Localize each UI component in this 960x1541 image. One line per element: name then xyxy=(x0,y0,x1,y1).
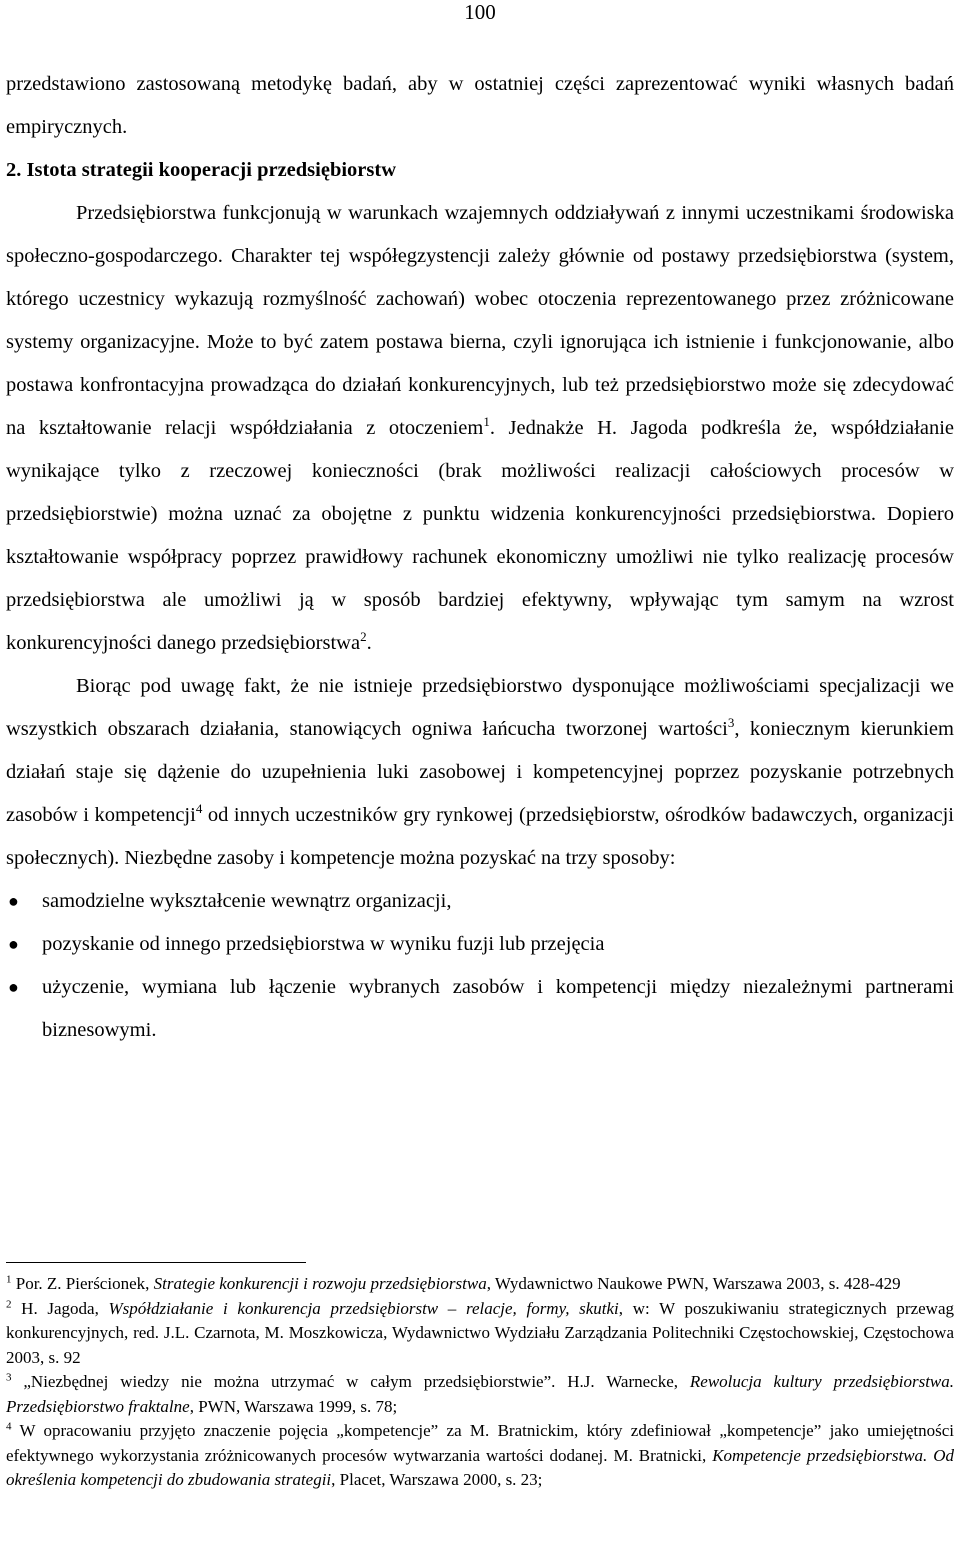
footnote-title: Współdziałanie i konkurencja przedsiębiorstw – relacje, formy, skutki xyxy=(108,1298,619,1318)
footnote-number: 3 xyxy=(6,1371,12,1384)
bullet-list xyxy=(6,880,954,1052)
footnote-separator xyxy=(6,1262,306,1263)
footnote-3 xyxy=(6,1370,954,1419)
main-text xyxy=(6,63,954,1052)
page-number: 100 xyxy=(464,0,496,24)
footnote-text: , w: W poszukiwaniu strategicznych przewag konkurencyjnych, red. J.L. Czarnota, M. Moszkowicza, Wydawnictwo Wydziału Zarządzania Politechniki Częstochowskiej, Częstochowa 2003, s. 92 xyxy=(6,1298,954,1367)
paragraph-1-part-c: . Jednakże H. Jagoda podkreśla że, współdziałanie wynikające tylko z rzeczowej konieczności (brak możliwości realizacji całościowych procesów w przedsiębiorstwie) można uznać za obojętne z punktu widzenia konkurencyjności przedsiębiorstwa. Dopiero kształtowanie współpracy poprzez prawidłowy rachunek ekonomiczny umożliwi nie tylko realizację procesów przedsiębiorstwa ale umożliwi ją w sposób bardziej efektywny, wpływając tym samym na wzrost konkurencyjności danego przedsiębiorstwa xyxy=(6,417,954,654)
intro-paragraph: przedstawiono zastosowaną metodykę badań, aby w ostatniej części zaprezentować wyniki własnych badań empirycznych. xyxy=(6,73,954,138)
footnote-title: Strategie konkurencji i rozwoju przedsiębiorstwa xyxy=(153,1274,487,1293)
list-item xyxy=(6,880,954,923)
footnote-ref-1[interactable]: 1 xyxy=(483,414,490,430)
paragraph-1-part-d: . xyxy=(366,632,372,654)
paragraph-1 xyxy=(6,192,954,665)
list-item-text: samodzielne wykształcenie wewnątrz organizacji, xyxy=(42,890,452,912)
footnote-text: Por. Z. Pierścionek, xyxy=(11,1274,154,1293)
footnote-number: 2 xyxy=(6,1297,12,1310)
paragraph-2-part-b: , koniecznym kierunkiem działań staje się dążenie do uzupełnienia luki zasobowej i kompetencyjnej poprzez pozyskanie potrzebnych zasobów i kompetencji xyxy=(6,718,954,826)
footnote-number: 4 xyxy=(6,1420,12,1433)
footnote-text: , PWN, Warszawa 1999, s. 78; xyxy=(189,1396,398,1416)
paragraph-2 xyxy=(6,665,954,880)
footnote-1 xyxy=(6,1272,954,1297)
footnote-text: , Wydawnictwo Naukowe PWN, Warszawa 2003, s. 428-429 xyxy=(486,1274,901,1293)
paragraph-2-part-c: od innych uczestników gry rynkowej (przedsiębiorstw, ośrodków badawczych, organizacji społecznych). Niezbędne zasoby i kompetencje można pozyskać na trzy sposoby: xyxy=(6,804,955,869)
paragraph-1-part-a: Przedsiębiorstwa funkcjonują w warunkach wzajemnych oddziaływań z innymi uczestnikami środowiska społeczno-gospodarczego. xyxy=(6,202,954,267)
footnote-ref-3[interactable]: 3 xyxy=(727,715,735,731)
footnote-text: H. Jagoda, xyxy=(11,1298,109,1318)
list-item-text: pozyskanie od innego przedsiębiorstwa w wyniku fuzji lub przejęcia xyxy=(42,933,605,955)
bullet-icon: ● xyxy=(8,891,19,911)
footnote-text: „Niezbędnej wiedzy nie można utrzymać w całym przedsiębiorstwie”. H.J. Warnecke, xyxy=(11,1372,690,1391)
footnote-4 xyxy=(6,1419,954,1493)
paragraph-1-part-b: Charakter tej współegzystencji zależy głównie od postawy przedsiębiorstwa (system, którego uczestnicy wykazują rozmyślność zachowań) wobec otoczenia reprezentowanego przez zróżnicowane systemy organizacyjne. Może to być zatem postawa bierna, czyli ignorująca ich istnienie i funkcjonowanie, albo postawa konfrontacyjna prowadząca do działań konkurencyjnych, lub też przedsiębiorstwo może się zdecydować na kształtowanie relacji współdziałania z otoczeniem xyxy=(6,245,954,439)
footnote-ref-2[interactable]: 2 xyxy=(360,629,367,645)
paragraph-2-part-a: Biorąc pod uwagę fakt, że nie istnieje przedsiębiorstwo dysponujące możliwościami specjalizacji we wszystkich obszarach działania, stanowiących ogniwa łańcucha tworzonej wartości xyxy=(6,675,954,740)
footnotes xyxy=(6,1272,954,1493)
bullet-icon: ● xyxy=(8,934,19,954)
bullet-icon: ● xyxy=(8,977,19,997)
list-item-text: użyczenie, wymiana lub łączenie wybranych zasobów i kompetencji między niezależnymi partnerami biznesowymi. xyxy=(42,976,954,1041)
footnote-text: , Placet, Warszawa 2000, s. 23; xyxy=(331,1470,543,1489)
footnote-2 xyxy=(6,1297,954,1371)
footnote-title: Rewolucja kultury przedsiębiorstwa. Przedsiębiorstwo fraktalne xyxy=(6,1372,955,1416)
footnote-text: W opracowaniu przyjęto znaczenie pojęcia „kompetencje” za M. Bratnickim, który zdefiniował „kompetencje” jako umiejętności efektywnego wykorzystania zróżnicowanych procesów wytwarzania wartości dodanej. M. Bratnicki, xyxy=(6,1421,954,1465)
footnote-number: 1 xyxy=(6,1273,12,1286)
list-item xyxy=(6,923,954,966)
list-item xyxy=(6,966,954,1052)
section-heading: 2. Istota strategii kooperacji przedsiębiorstw xyxy=(6,159,397,181)
footnote-title: Kompetencje przedsiębiorstwa. Od określenia kompetencji do zbudowania strategii xyxy=(6,1445,955,1489)
footnote-ref-4[interactable]: 4 xyxy=(195,801,203,817)
